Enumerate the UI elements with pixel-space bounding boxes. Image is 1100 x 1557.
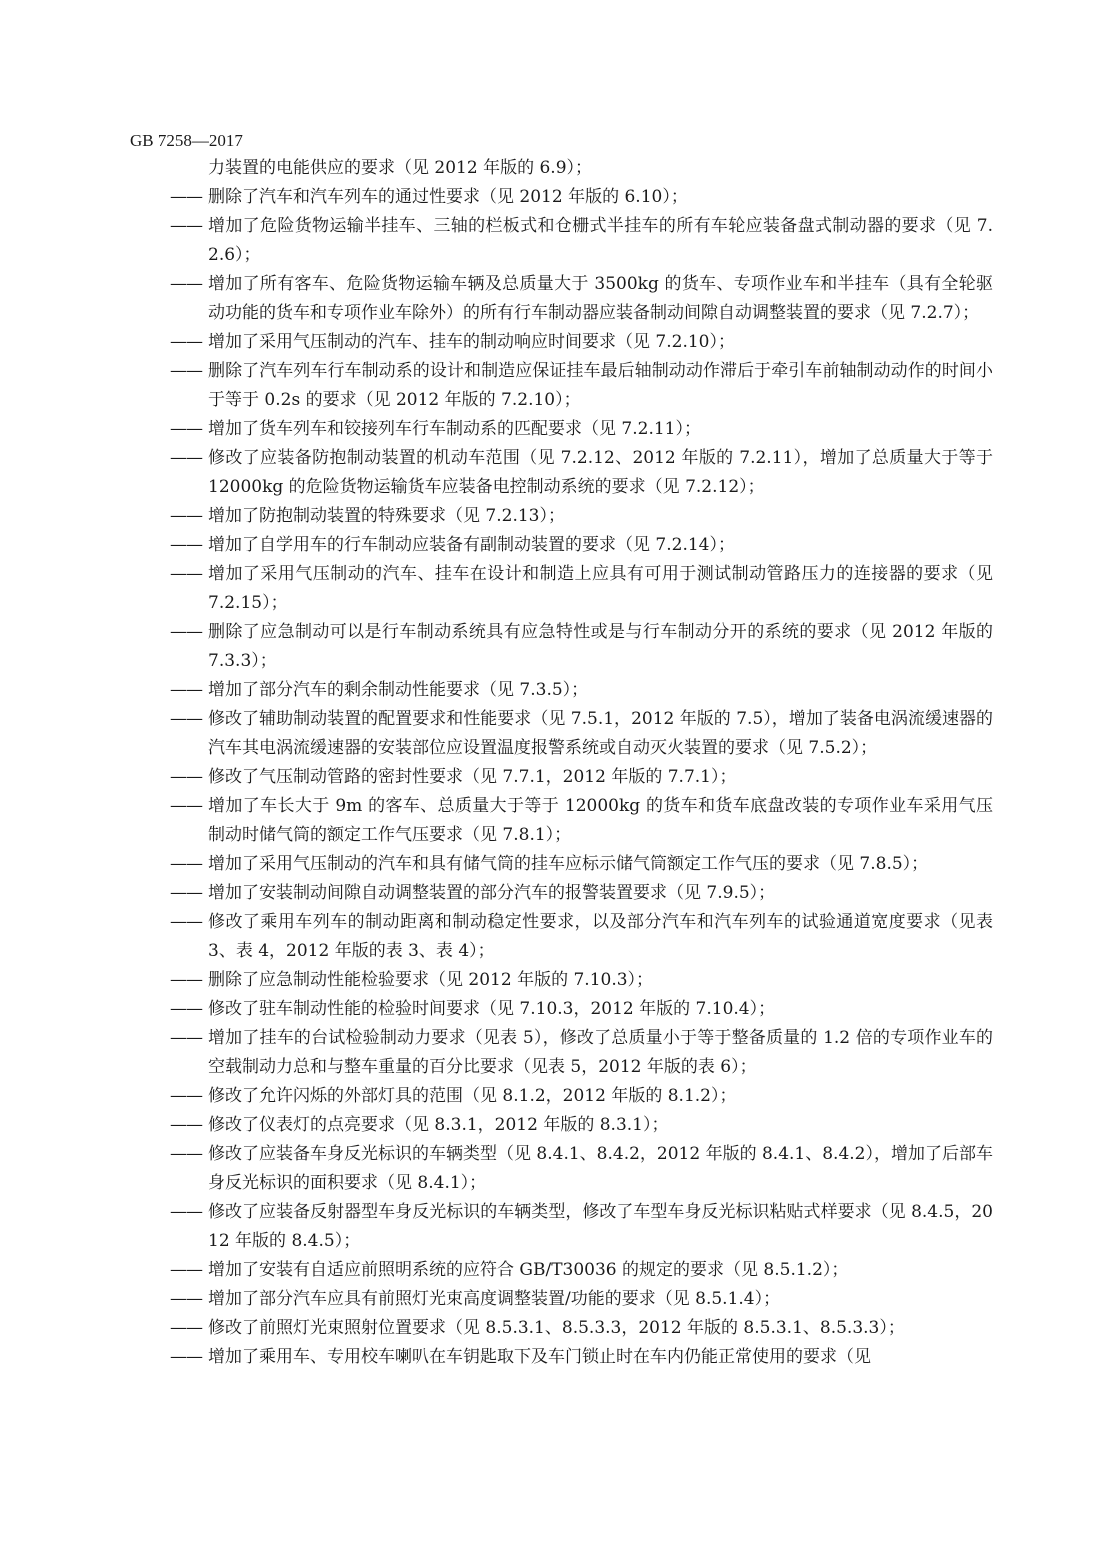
list-item (130, 705, 993, 763)
list-item (130, 1343, 993, 1372)
list-bullet-dash: —— (170, 970, 202, 990)
list-item-text: 删除了应急制动性能检验要求（见 2012 年版的 7.10.3）； (208, 970, 654, 990)
list-item (130, 1198, 993, 1256)
list-bullet-dash: —— (170, 448, 202, 468)
list-item-text: 修改了辅助制动装置的配置要求和性能要求（见 7.5.1，2012 年版的 7.5），增加了装备电涡流缓速器的汽车其电涡流缓速器的安装部位应设置温度报警系统或自动灭火装置的要求（见 7.5.2）； (208, 709, 993, 758)
list-item-text: 删除了汽车列车行车制动系的设计和制造应保证挂车最后轴制动动作滞后于牵引车前轴制动动作的时间小于等于 0.2s 的要求（见 2012 年版的 7.2.10）； (208, 361, 993, 410)
list-item-text: 修改了应装备车身反光标识的车辆类型（见 8.4.1、8.4.2，2012 年版的 8.4.1、8.4.2），增加了后部车身反光标识的面积要求（见 8.4.1）； (208, 1144, 993, 1193)
list-item (130, 212, 993, 270)
list-bullet-dash: —— (170, 506, 202, 526)
list-bullet-dash: —— (170, 883, 202, 903)
list-item-text: 增加了挂车的台试检验制动力要求（见表 5），修改了总质量小于等于整备质量的 1.2 倍的专项作业车的空载制动力总和与整车重量的百分比要求（见表 5，2012 年版的表 6）； (208, 1028, 993, 1077)
list-bullet-dash: —— (170, 216, 202, 236)
list-bullet-dash: —— (170, 796, 202, 816)
list-item (130, 502, 993, 531)
list-bullet-dash: —— (170, 680, 202, 700)
amendment-list (130, 154, 1100, 1372)
list-item (130, 1256, 993, 1285)
list-item-text: 修改了前照灯光束照射位置要求（见 8.5.3.1、8.5.3.3，2012 年版的 8.5.3.1、8.5.3.3）； (208, 1318, 905, 1338)
list-item (130, 966, 993, 995)
list-item-text: 增加了部分汽车的剩余制动性能要求（见 7.3.5）； (208, 680, 589, 700)
list-item-text: 增加了采用气压制动的汽车、挂车的制动响应时间要求（见 7.2.10）； (208, 332, 735, 352)
list-item-text: 增加了乘用车、专用校车喇叭在车钥匙取下及车门锁止时在车内仍能正常使用的要求（见 (208, 1347, 871, 1367)
list-bullet-dash: —— (170, 912, 202, 932)
list-item-text: 删除了汽车和汽车列车的通过性要求（见 2012 年版的 6.10）； (208, 187, 688, 207)
list-bullet-dash: —— (170, 361, 202, 381)
list-bullet-dash: —— (170, 1289, 202, 1309)
list-bullet-dash: —— (170, 1318, 202, 1338)
list-bullet-dash: —— (170, 419, 202, 439)
list-item-text: 增加了车长大于 9m 的客车、总质量大于等于 12000kg 的货车和货车底盘改装的专项作业车采用气压制动时储气筒的额定工作气压要求（见 7.8.1）； (208, 796, 993, 845)
list-item-text: 修改了仪表灯的点亮要求（见 8.3.1，2012 年版的 8.3.1）； (208, 1115, 669, 1135)
list-item (130, 850, 993, 879)
list-bullet-dash: —— (170, 1086, 202, 1106)
list-item-text: 修改了应装备反射器型车身反光标识的车辆类型，修改了车型车身反光标识粘贴式样要求（见 8.4.5，2012 年版的 8.4.5）； (208, 1202, 993, 1251)
list-item (130, 328, 993, 357)
list-item (130, 763, 993, 792)
list-bullet-dash: —— (170, 332, 202, 352)
list-item (130, 531, 993, 560)
list-item (130, 618, 993, 676)
list-item-text: 修改了乘用车列车的制动距离和制动稳定性要求，以及部分汽车和汽车列车的试验通道宽度要求（见表 3、表 4，2012 年版的表 3、表 4）； (208, 912, 993, 961)
list-item-text: 修改了应装备防抱制动装置的机动车范围（见 7.2.12、2012 年版的 7.2.11），增加了总质量大于等于 12000kg 的危险货物运输货车应装备电控制动系统的要求（见 7.2.12）； (208, 448, 993, 497)
list-bullet-dash: —— (170, 767, 202, 787)
list-item (130, 270, 993, 328)
list-item-text: 修改了气压制动管路的密封性要求（见 7.7.1，2012 年版的 7.7.1）； (208, 767, 737, 787)
list-item-text: 力装置的电能供应的要求（见 2012 年版的 6.9）； (208, 158, 593, 178)
list-bullet-dash: —— (170, 1260, 202, 1280)
list-item (130, 908, 993, 966)
list-item (130, 560, 993, 618)
list-item (130, 1082, 993, 1111)
list-bullet-dash: —— (170, 1115, 202, 1135)
list-item-text: 增加了防抱制动装置的特殊要求（见 7.2.13）； (208, 506, 565, 526)
list-item-text: 增加了自学用车的行车制动应装备有副制动装置的要求（见 7.2.14）； (208, 535, 735, 555)
list-bullet-dash: —— (170, 1144, 202, 1164)
list-item (130, 1140, 993, 1198)
list-item (130, 357, 993, 415)
list-bullet-dash: —— (170, 274, 202, 294)
list-item-text: 增加了危险货物运输半挂车、三轴的栏板式和仓栅式半挂车的所有车轮应装备盘式制动器的要求（见 7.2.6）； (208, 216, 993, 265)
list-item (130, 1111, 993, 1140)
list-item-text: 修改了驻车制动性能的检验时间要求（见 7.10.3，2012 年版的 7.10.4）； (208, 999, 776, 1019)
list-bullet-dash: —— (170, 535, 202, 555)
list-bullet-dash: —— (170, 1028, 202, 1048)
list-item-text: 增加了安装制动间隙自动调整装置的部分汽车的报警装置要求（见 7.9.5）； (208, 883, 776, 903)
list-item (130, 792, 993, 850)
list-item-text: 增加了货车列车和铰接列车行车制动系的匹配要求（见 7.2.11）； (208, 419, 701, 439)
list-item (130, 995, 993, 1024)
list-item (130, 1024, 993, 1082)
list-item (130, 444, 993, 502)
list-item-text: 增加了采用气压制动的汽车和具有储气筒的挂车应标示储气筒额定工作气压的要求（见 7.8.5）； (208, 854, 929, 874)
list-item (130, 415, 993, 444)
list-bullet-dash: —— (170, 999, 202, 1019)
list-item (130, 1314, 993, 1343)
list-bullet-dash: —— (170, 622, 202, 642)
list-item (130, 676, 993, 705)
list-item-text: 增加了所有客车、危险货物运输车辆及总质量大于 3500kg 的货车、专项作业车和半挂车（具有全轮驱动功能的货车和专项作业车除外）的所有行车制动器应装备制动间隙自动调整装置的要求（见 7.2.7）； (208, 274, 993, 323)
list-bullet-dash: —— (170, 187, 202, 207)
document-code-header: GB 7258—2017 (130, 131, 243, 150)
list-item-text: 增加了安装有自适应前照明系统的应符合 GB/T30036 的规定的要求（见 8.5.1.2）； (208, 1260, 849, 1280)
list-bullet-dash: —— (170, 854, 202, 874)
list-item-text: 增加了部分汽车应具有前照灯光束高度调整装置/功能的要求（见 8.5.1.4）； (208, 1289, 781, 1309)
list-item-text: 修改了允许闪烁的外部灯具的范围（见 8.1.2，2012 年版的 8.1.2）； (208, 1086, 737, 1106)
list-item (130, 183, 993, 212)
list-bullet-dash: —— (170, 564, 202, 584)
list-bullet-dash: —— (170, 1347, 202, 1367)
list-item-continuation (130, 154, 993, 183)
list-item-text: 增加了采用气压制动的汽车、挂车在设计和制造上应具有可用于测试制动管路压力的连接器的要求（见 7.2.15）； (208, 564, 993, 613)
list-item (130, 879, 993, 908)
list-item (130, 1285, 993, 1314)
list-bullet-dash: —— (170, 709, 202, 729)
list-item-text: 删除了应急制动可以是行车制动系统具有应急特性或是与行车制动分开的系统的要求（见 2012 年版的 7.3.3）； (208, 622, 993, 671)
list-bullet-dash: —— (170, 1202, 202, 1222)
